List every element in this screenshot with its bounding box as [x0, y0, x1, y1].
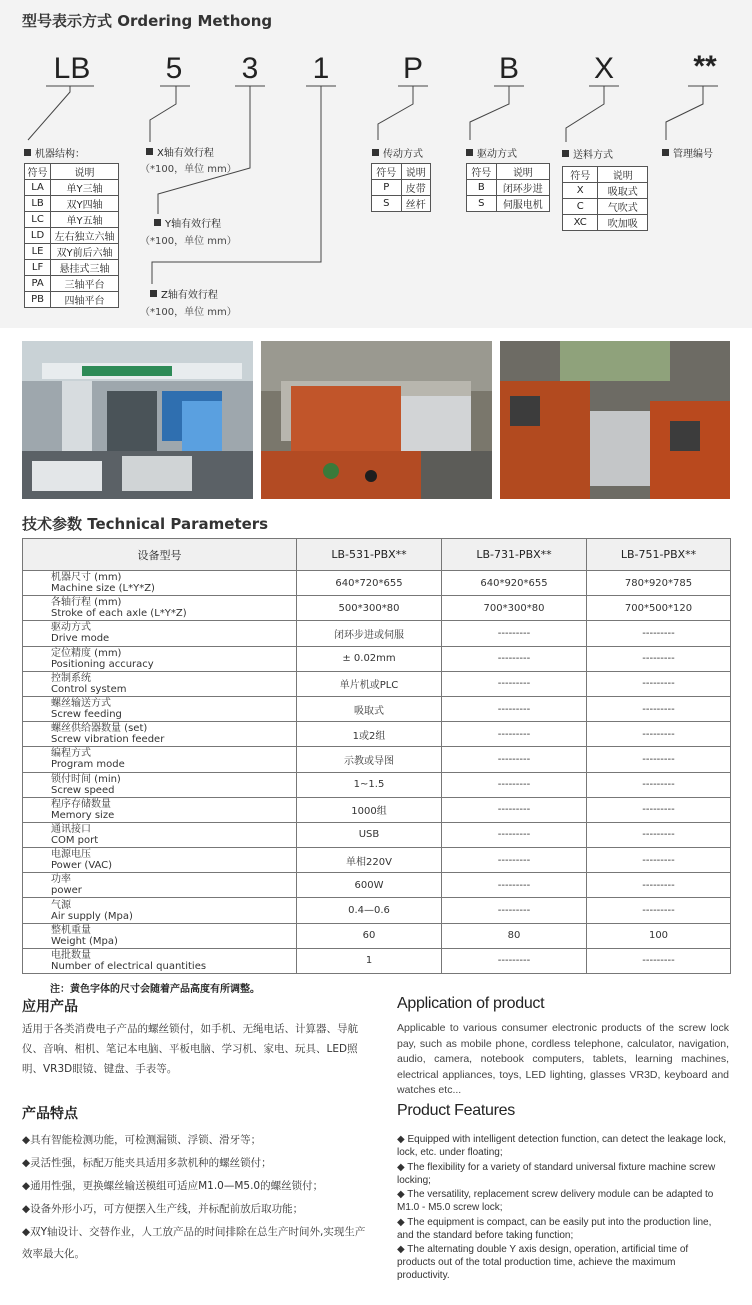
- table-row: [23, 873, 731, 898]
- param-value: ---------: [587, 797, 731, 822]
- param-name-en: Number of electrical quantities: [51, 960, 207, 972]
- param-name-cn: 气源: [51, 899, 71, 911]
- param-name: [23, 621, 297, 646]
- param-name: [23, 923, 297, 948]
- machine-with-operator-photo: [22, 341, 253, 499]
- param-name-en: Machine size (L*Y*Z): [51, 583, 155, 595]
- param-value: ---------: [442, 848, 587, 873]
- param-value: ---------: [442, 873, 587, 898]
- table-row: [23, 898, 731, 923]
- param-value: ---------: [442, 722, 587, 747]
- param-value: 0.4—0.6: [297, 898, 442, 923]
- param-name-en: Screw speed: [51, 784, 115, 796]
- feature-item: ◆通用性强，更换螺丝输送模组可适应M1.0—M5.0的螺丝锁付；: [22, 1180, 324, 1192]
- table-row: [23, 646, 731, 671]
- param-name-cn: 驱动方式: [51, 622, 91, 634]
- param-value: ---------: [442, 797, 587, 822]
- table-row: [23, 797, 731, 822]
- param-name: [23, 948, 297, 973]
- param-name: [23, 696, 297, 721]
- tech-note: 注：黄色字体的尺寸会随着产品高度有所调整。: [50, 984, 260, 995]
- param-name-cn: 电批数量: [51, 949, 91, 961]
- table-header: LB-731-PBX**: [442, 539, 587, 571]
- param-name-cn: 功率: [51, 874, 71, 886]
- feature-item: ◆灵活性强，标配万能夹具适用多款机种的螺丝锁付；: [22, 1157, 272, 1169]
- param-name: [23, 571, 297, 596]
- feature-item: ◆双Y轴设计、交替作业，人工放产品的时间排除在总生产时间外,实现生产效率最大化。: [22, 1226, 366, 1260]
- param-value: 1000组: [297, 797, 442, 822]
- param-name-en: Stroke of each axle (L*Y*Z): [51, 608, 187, 620]
- param-value: ---------: [587, 696, 731, 721]
- x-stroke-label: X轴有效行程: [146, 144, 214, 159]
- param-name-en: Power (VAC): [51, 860, 113, 872]
- param-name-cn: 螺丝供给器数量 (set): [51, 723, 148, 735]
- param-name-cn: 电源电压: [51, 849, 91, 861]
- code-x: X: [593, 52, 614, 85]
- features-title-en: Product Features: [397, 1102, 515, 1119]
- param-name-cn: 螺丝输送方式: [51, 698, 111, 710]
- param-value: ± 0.02mm: [297, 646, 442, 671]
- param-value: 60: [297, 923, 442, 948]
- mgmt-label: 管理编号: [662, 145, 713, 160]
- param-value: ---------: [587, 646, 731, 671]
- param-name-en: Screw vibration feeder: [51, 734, 165, 746]
- table-header: LB-531-PBX**: [297, 539, 442, 571]
- param-value: ---------: [587, 722, 731, 747]
- param-value: ---------: [587, 848, 731, 873]
- application-title-en: Application of product: [397, 995, 545, 1012]
- param-value: ---------: [587, 948, 731, 973]
- features-title-cn: 产品特点: [22, 1106, 78, 1122]
- param-name-en: COM port: [51, 834, 99, 846]
- param-value: ---------: [587, 822, 731, 847]
- code-p: P: [402, 52, 423, 85]
- param-value: ---------: [442, 671, 587, 696]
- feeding-table: 符号 说明 X 吸取式 C 气吹式 XC 吹加吸: [562, 166, 648, 231]
- param-value: ---------: [442, 898, 587, 923]
- param-name-cn: 各轴行程 (mm): [51, 597, 122, 609]
- y-stroke-label: Y轴有效行程: [154, 215, 221, 230]
- bullet-icon: [466, 149, 473, 156]
- param-value: 700*500*120: [587, 596, 731, 621]
- structure-table: 符号 说明 LA 单Y三轴 LB 双Y四轴 LC 单Y五轴 LD 左右独立六轴 LE 双Y前后六轴 LF 悬挂式三轴 PA 三轴平台 PB 四轴平台: [24, 163, 119, 308]
- param-name: [23, 797, 297, 822]
- param-value: 1或2组: [297, 722, 442, 747]
- param-name-en: power: [51, 885, 82, 897]
- param-value: 1~1.5: [297, 772, 442, 797]
- fixture-board-photo: [500, 341, 730, 499]
- structure-label: 机器结构：: [24, 145, 85, 160]
- param-name-cn: 控制系统: [51, 672, 91, 684]
- z-stroke-note: （*100，单位 mm）: [140, 307, 237, 318]
- z-stroke-label: Z轴有效行程: [150, 286, 218, 301]
- bullet-icon: [562, 150, 569, 157]
- code-1: 1: [312, 52, 330, 85]
- param-name: [23, 747, 297, 772]
- param-name-cn: 整机重量: [51, 924, 91, 936]
- code-5: 5: [165, 52, 183, 85]
- table-header: LB-751-PBX**: [587, 539, 731, 571]
- bullet-icon: [154, 219, 161, 226]
- param-name-en: Memory size: [51, 809, 115, 821]
- param-value: 80: [442, 923, 587, 948]
- ordering-title: 型号表示方式 Ordering Methong: [22, 12, 273, 30]
- param-value: ---------: [442, 747, 587, 772]
- param-value: ---------: [587, 671, 731, 696]
- param-name-en: Air supply (Mpa): [51, 910, 133, 922]
- param-value: ---------: [442, 822, 587, 847]
- table-row: [23, 571, 731, 596]
- param-value: 示教或导图: [297, 747, 442, 772]
- table-header: 设备型号: [23, 539, 297, 571]
- param-value: ---------: [587, 747, 731, 772]
- table-row: [23, 671, 731, 696]
- table-header: 符号: [25, 164, 51, 180]
- param-value: 1: [297, 948, 442, 973]
- application-title-cn: 应用产品: [22, 999, 78, 1015]
- param-value: USB: [297, 822, 442, 847]
- param-name-cn: 机器尺寸 (mm): [51, 572, 122, 584]
- param-value: ---------: [587, 873, 731, 898]
- code-lb: LB: [53, 52, 91, 85]
- param-name-cn: 通讯接口: [51, 823, 91, 835]
- param-name-en: Drive mode: [51, 633, 110, 645]
- param-name: [23, 772, 297, 797]
- param-value: ---------: [442, 621, 587, 646]
- table-row: [23, 747, 731, 772]
- param-name: [23, 596, 297, 621]
- param-value: 640*920*655: [442, 571, 587, 596]
- feature-item-en: ◆ The flexibility for a variety of standard universal fixture machine screw locking;: [397, 1162, 716, 1186]
- param-name-cn: 锁付时间 (min): [51, 773, 121, 785]
- param-name: [23, 722, 297, 747]
- transmission-label: 传动方式: [372, 145, 423, 160]
- table-header-row: [23, 539, 731, 571]
- feature-item: ◆设备外形小巧，可方便摆入生产线，并标配前放后取功能；: [22, 1203, 304, 1215]
- param-name-en: Weight (Mpa): [51, 935, 118, 947]
- table-row: [23, 696, 731, 721]
- param-value: 单相220V: [297, 848, 442, 873]
- table-row: [23, 621, 731, 646]
- bullet-icon: [146, 148, 153, 155]
- table-row: [23, 722, 731, 747]
- param-value: 640*720*655: [297, 571, 442, 596]
- table-row: [23, 848, 731, 873]
- param-value: ---------: [442, 948, 587, 973]
- table-row: [23, 948, 731, 973]
- feature-item-en: ◆ The equipment is compact, can be easily put into the production line, and the standard before taking function;: [397, 1217, 712, 1241]
- bullet-icon: [24, 149, 31, 156]
- y-stroke-note: （*100，单位 mm）: [140, 236, 237, 247]
- tech-params-table: [22, 538, 731, 974]
- bullet-icon: [372, 149, 379, 156]
- param-name: [23, 873, 297, 898]
- application-text-cn: 适用于各类消费电子产品的螺丝锁付，如手机、无绳电话、计算器、导航仪、音响、相机、笔记本电脑、平板电脑、学习机、家电、玩具、LED照明、VR3D眼镜、键盘、手表等。: [22, 1023, 358, 1075]
- table-row: [23, 772, 731, 797]
- code-mgmt: **: [693, 50, 717, 83]
- table-row: [23, 923, 731, 948]
- param-name: [23, 646, 297, 671]
- param-value: 吸取式: [297, 696, 442, 721]
- param-value: 700*300*80: [442, 596, 587, 621]
- drive-label: 驱动方式: [466, 145, 517, 160]
- param-name: [23, 671, 297, 696]
- param-value: ---------: [442, 696, 587, 721]
- param-name-en: Control system: [51, 683, 127, 695]
- param-name-en: Program mode: [51, 759, 125, 771]
- table-row: [23, 596, 731, 621]
- feature-item: ◆具有智能检测功能，可检测漏锁、浮锁、滑牙等；: [22, 1134, 262, 1146]
- param-name-cn: 定位精度 (mm): [51, 647, 122, 659]
- param-name-cn: 程序存储数量: [51, 798, 111, 810]
- ordering-section: [0, 0, 752, 328]
- param-value: 闭环步进或伺服: [297, 621, 442, 646]
- feature-item-en: ◆ The versatility, replacement screw delivery module can be adapted to M1.0 - M5.0 screw lock;: [397, 1189, 714, 1213]
- param-value: 单片机或PLC: [297, 671, 442, 696]
- code-3: 3: [241, 52, 259, 85]
- application-text-en: Applicable to various consumer electronic products of the screw lock pay, such as mobile phone, cordless telephone, calculator, navigation, audio, camera, notebook computers, tablets, learning machines, electrical appliances, toys, LED lighting, glasses VR3D, keyboard and watches etc...: [397, 1022, 729, 1096]
- transmission-table: 符号 说明 P 皮带 S 丝杆: [371, 163, 431, 212]
- code-b: B: [498, 52, 519, 85]
- param-name: [23, 898, 297, 923]
- screw-machine-closeup-photo: [261, 341, 492, 499]
- param-name-en: Positioning accuracy: [51, 658, 154, 670]
- param-value: 500*300*80: [297, 596, 442, 621]
- param-name: [23, 848, 297, 873]
- param-value: ---------: [587, 898, 731, 923]
- feature-item-en: ◆ Equipped with intelligent detection function, can detect the leakage lock, lock, etc. under floating;: [397, 1134, 727, 1158]
- bullet-icon: [150, 290, 157, 297]
- table-row: [23, 822, 731, 847]
- param-name: [23, 822, 297, 847]
- table-header: 说明: [51, 164, 119, 180]
- drive-table: 符号 说明 B 闭环步进 S 伺服电机: [466, 163, 550, 212]
- param-value: ---------: [587, 772, 731, 797]
- x-stroke-note: （*100，单位 mm）: [140, 164, 237, 175]
- param-value: ---------: [442, 772, 587, 797]
- bullet-icon: [662, 149, 669, 156]
- param-name-en: Screw feeding: [51, 709, 122, 721]
- param-value: 100: [587, 923, 731, 948]
- param-value: 600W: [297, 873, 442, 898]
- feature-item-en: ◆ The alternating double Y axis design, operation, artificial time of products out of the total production time, achieve the maximum productivity.: [397, 1244, 689, 1281]
- tech-title: 技术参数 Technical Parameters: [22, 515, 269, 533]
- param-value: ---------: [442, 646, 587, 671]
- param-name-cn: 编程方式: [51, 748, 91, 760]
- param-value: ---------: [587, 621, 731, 646]
- feeding-label: 送料方式: [562, 146, 613, 161]
- param-value: 780*920*785: [587, 571, 731, 596]
